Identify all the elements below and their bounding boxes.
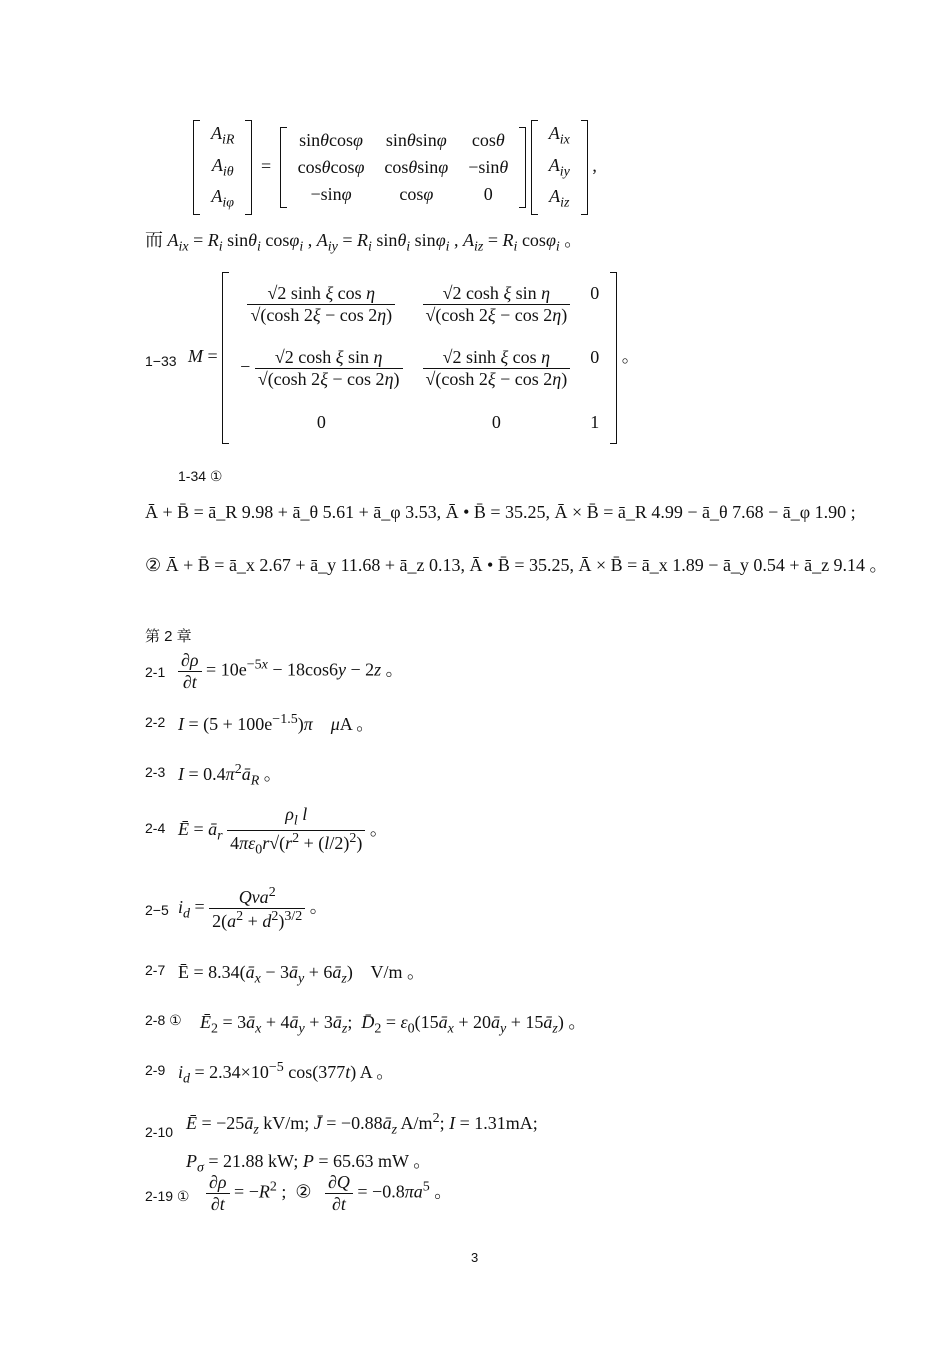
answer-2-19: $\frac{\partial\rho}{\partial t}$ = $-R^2$ ; ② $\frac{\partial Q}{\partial t}$ = $-0.8\pi a^5$ 。 <box>206 1172 452 1215</box>
metric-matrix: $\frac{\text{√2 sinh ξ cos η}}{√(\cosh 2\xi - \cos 2\eta)}$ $\frac{\text{√2 cosh ξ sin η}}{√(\cosh 2\xi - \cos 2\eta)}$ 0 − $\frac{\text{√2 cosh ξ sin η}}{√(\cosh 2\xi - \cos 2\eta)}$ $\frac{\text{√2 sinh ξ cos η}}{√(\cosh 2\xi - \cos 2\eta)}$ 0 0 0 1 <box>222 272 617 444</box>
answer-2-8: $Ē_2$ = $3ā_x$ + $4ā_y$ + $3ā_z$; $D̄_2$ = $\varepsilon_0(15ā_x$ + $20ā_y$ + $15ā_z$) 。 <box>200 1012 587 1037</box>
problem-label-1-34: 1-34 ① <box>178 468 223 484</box>
chapter-heading: 第 2 章 <box>145 628 192 645</box>
answer-2-1: $\frac{\partial\rho}{\partial t}$ = $10e^{-5x} - 18\cos 6y - 2z$ 。 <box>178 650 404 693</box>
answer-2-9: $i_d = 2.34\times 10^{-5}$ cos(377t) A 。 <box>178 1060 395 1087</box>
lhs-vector: $A_{iR}$ $A_{i\theta}$ $A_{i\varphi}$ <box>193 120 252 215</box>
problem-label: 2-3 <box>145 764 166 780</box>
equation-1-33: M = $\frac{\text{√2 sinh ξ cos η}}{√(\cosh 2\xi - \cos 2\eta)}$ $\frac{\text{√2 cosh ξ sin η}}{√(\cosh 2\xi - \cos 2\eta)}$ 0 − $\frac{\text{√2 cosh ξ sin η}}{√(\cosh 2\xi - \cos 2\eta)}$ $\frac{\text{√2 sinh ξ cos η}}{√(\cosh 2\xi - \cos 2\eta)}$ 0 0 0 1 。 <box>188 272 640 444</box>
problem-label: 2−5 <box>145 902 169 918</box>
equation-coordinate-transform: $A_{iR}$ $A_{i\theta}$ $A_{i\varphi}$ = sinθcosφ sinθsinφ cosθ cosθcosφ cosθsinφ −sinθ −sinφ cosφ 0 $A_{ix}$ $A_{iy}$ $A_{iz}$ , <box>193 120 597 215</box>
rotation-matrix: sinθcosφ sinθsinφ cosθ cosθcosφ cosθsinφ −sinθ −sinφ cosφ 0 <box>280 127 527 208</box>
equation-1-34-line1: Ā + B̄ = ā_R 9.98 + ā_θ 5.61 + ā_φ 3.53, Ā • B̄ = 35.25, Ā × B̄ = ā_R 4.99 − ā_θ 7.68 − ā_φ 1.90 ; <box>145 502 856 522</box>
problem-label: 2-10 <box>145 1124 174 1140</box>
answer-2-7: Ē = $8.34(ā_x$ − $3ā_y$ + $6ā_z$) V/m 。 <box>178 962 426 987</box>
answer-2-5: $i_d$ = $\frac{Qva^2}{2(a^2 + d^2)^{3/2}}$ 。 <box>178 885 328 931</box>
rhs-vector: $A_{ix}$ $A_{iy}$ $A_{iz}$ <box>531 120 588 215</box>
page-number: 3 <box>471 1250 479 1265</box>
answer-2-10: Ē = $-25ā_z$ kV/m; J̄ = $-0.88ā_z$ $A/m^2$; I = 1.31mA; $P_\sigma = 21.88$ kW; P = 65.63 mW 。 <box>186 1111 538 1176</box>
problem-label: 2-7 <box>145 962 166 978</box>
problem-label: 2-4 <box>145 820 166 836</box>
answer-2-2: $I = (5 + 100e^{-1.5})\pi$ μA 。 <box>178 712 375 734</box>
problem-label: 2-1 <box>145 664 166 680</box>
answer-2-3: $I = 0.4\pi^2ā_R$ 。 <box>178 762 282 789</box>
answer-2-4: Ē = $ā_r$ $\frac{\rho_l l}{4\pi\varepsilon_0r√(r^2 + (l/2)^2)}$ 。 <box>178 804 388 858</box>
equation-1-34-line2: ② Ā + B̄ = ā_x 2.67 + ā_y 11.68 + ā_z 0.13, Ā • B̄ = 35.25, Ā × B̄ = ā_x 1.89 − ā_y 0.54 + ā_z 9.14 。 <box>145 555 888 575</box>
equation-er: 而 $A_{ix} = R_i$ sinθ$_i$ cosφ$_i$ , $A_{iy} = R_i$ sinθ$_i$ sinφ$_i$ , $A_{iz} = R_i$ cosφ$_i$ 。 <box>145 230 583 255</box>
problem-label: 2-8 ① <box>145 1012 182 1028</box>
problem-label: 2-2 <box>145 714 166 730</box>
problem-label-1-33: 1−33 <box>145 353 177 369</box>
problem-label: 2-19 ① <box>145 1188 190 1204</box>
problem-label: 2-9 <box>145 1062 166 1078</box>
